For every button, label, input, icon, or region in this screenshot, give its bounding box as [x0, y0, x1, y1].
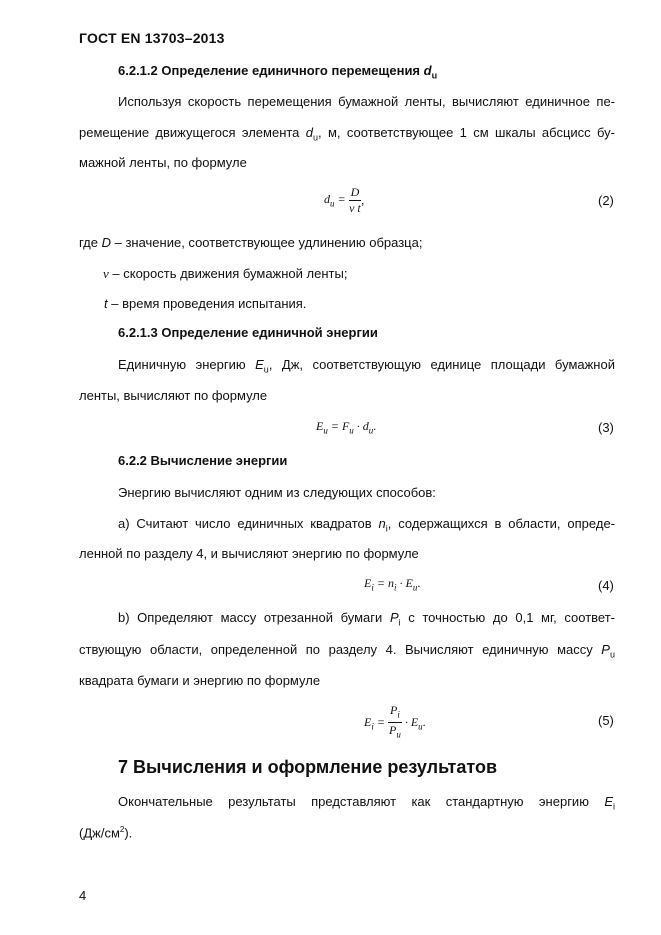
text-run: с точностью до 0,1 мг, соответ- — [408, 610, 615, 625]
eq-symbol: E — [364, 714, 372, 729]
text-run: а) Считают число единичных квадратов — [118, 516, 372, 531]
section-number: 6.2.1.3 — [118, 325, 158, 340]
document-header: ГОСТ EN 13703–2013 — [79, 30, 225, 46]
eq-symbol: E — [364, 576, 372, 590]
eq-sub: u — [323, 425, 328, 436]
paragraph-line: Используя скорость перемещения бумажной ленты, вычисляют единичное пе- — [118, 94, 615, 109]
symbol-t: t — [104, 296, 108, 311]
text-run: Единичную энергию — [118, 357, 246, 372]
text-run: – скорость движения бумажной ленты; — [108, 266, 348, 281]
eq-symbol: F — [341, 419, 350, 433]
paragraph-line: мажной ленты, по формуле — [79, 155, 247, 170]
section-title: Определение единичного перемещения — [161, 63, 421, 78]
section-heading-6-2-1-2 — [118, 63, 437, 81]
fraction — [388, 703, 402, 743]
section-number: 6.2.1.2 — [118, 63, 158, 78]
text-run: (Дж/см — [79, 825, 120, 841]
equation-5: $E_i$ = $\frac{P_i}{P_u}$ · $E_u$. — [364, 703, 426, 743]
fraction — [349, 185, 362, 216]
paragraph-line — [118, 794, 615, 812]
text-run: ). — [124, 825, 133, 841]
symbol-D: D — [101, 235, 111, 250]
symbol-sub: u — [313, 132, 319, 143]
paragraph-line — [79, 125, 615, 143]
symbol-sub: i — [398, 617, 401, 628]
paragraph-line — [118, 357, 615, 375]
text-run: , содержащихся в области, опреде- — [387, 516, 615, 531]
where-line — [103, 266, 347, 282]
text-run: Окончательные результаты представляют как стандартную энергию — [118, 794, 589, 809]
eq-sub: u — [368, 425, 374, 436]
text-run: – время проведения испытания. — [107, 296, 307, 311]
where-label: где — [79, 235, 98, 250]
equation-2: $d_u$ = $\frac{D}{\text{v t}}$ , — [324, 185, 365, 215]
section-number: 6.2.2 — [118, 453, 147, 468]
paragraph-line — [79, 642, 615, 660]
eq-sub: i — [371, 721, 374, 732]
eq-symbol: E — [316, 419, 324, 433]
eq-sub: u — [396, 729, 401, 740]
text-run: – значение, соответствующее удлинению образца; — [111, 235, 423, 250]
paragraph-line — [118, 516, 615, 534]
text-run: ствующую области, определенной по разделу 4. Вычисляют единичную массу — [79, 642, 593, 657]
eq-symbol: d — [324, 192, 330, 207]
eq-sub: i — [397, 709, 400, 720]
symbol-E: E — [255, 357, 264, 372]
eq-symbol: P — [388, 723, 397, 738]
eq-symbol: d — [362, 419, 369, 433]
symbol-P: P — [389, 610, 399, 625]
symbol-sub: i — [612, 801, 615, 812]
denominator: v t — [349, 201, 361, 215]
section-title: Вычисление энергии — [150, 453, 288, 468]
paragraph-line: квадрата бумаги и энергию по формуле — [79, 673, 321, 688]
equation-number: (5) — [598, 713, 614, 728]
text-run: b) Определяют массу отрезанной бумаги — [118, 610, 383, 625]
paragraph-line: Энергию вычисляют одним из следующих способов: — [118, 485, 436, 500]
where-line — [104, 296, 306, 311]
equation-4: $E_i = n_i \cdot E_u$. — [364, 576, 421, 593]
section-title: Определение единичной энергии — [161, 325, 378, 340]
paragraph-line: ленной по разделу 4, и вычисляют энергию по формуле — [79, 546, 419, 561]
eq-sub: u — [330, 198, 335, 209]
symbol-sub: i — [385, 523, 388, 534]
eq-symbol: n — [387, 576, 394, 590]
symbol-d: d — [305, 125, 313, 140]
symbol-P: P — [601, 642, 610, 657]
equation-number: (3) — [598, 420, 614, 435]
section-heading-6-2-1-3 — [118, 325, 378, 340]
symbol-v: v — [103, 266, 109, 281]
eq-symbol: E — [405, 576, 413, 590]
text-run: , Дж, соответствующую единице площади бумажной — [268, 357, 615, 372]
equation-number: (2) — [598, 193, 614, 208]
eq-symbol: P — [389, 703, 398, 717]
text-run: ремещение движущегося элемента — [79, 125, 300, 140]
eq-sub: u — [412, 582, 418, 593]
denominator — [388, 723, 402, 742]
eq-symbol: E — [410, 714, 419, 729]
paragraph-line — [79, 825, 132, 840]
paragraph-line: ленты, вычисляют по формуле — [79, 388, 268, 403]
text-run: , м, соответствующее 1 см шкалы абсцисс бу- — [318, 125, 615, 140]
numerator: D — [350, 185, 360, 199]
symbol-sub: u — [263, 364, 269, 375]
section-heading-6-2-2 — [118, 453, 287, 468]
superscript: 2 — [119, 825, 125, 834]
eq-sub: i — [371, 582, 374, 593]
where-line — [79, 235, 422, 250]
symbol-E: E — [604, 794, 613, 809]
symbol-sub: u — [431, 70, 438, 81]
equation-number: (4) — [598, 578, 614, 593]
chapter-heading-7: 7 Вычисления и оформление результатов — [118, 757, 498, 777]
symbol-n: n — [378, 516, 386, 531]
numerator — [388, 703, 402, 723]
paragraph-line — [118, 610, 615, 628]
equation-3: $E_u = F_u \cdot d_u$. — [316, 419, 377, 436]
eq-sub: i — [393, 582, 397, 593]
symbol-d: d — [423, 63, 432, 78]
symbol-sub: u — [609, 649, 615, 660]
eq-sub: u — [418, 721, 423, 732]
page-number: 4 — [79, 888, 87, 903]
eq-sub: u — [349, 425, 354, 436]
